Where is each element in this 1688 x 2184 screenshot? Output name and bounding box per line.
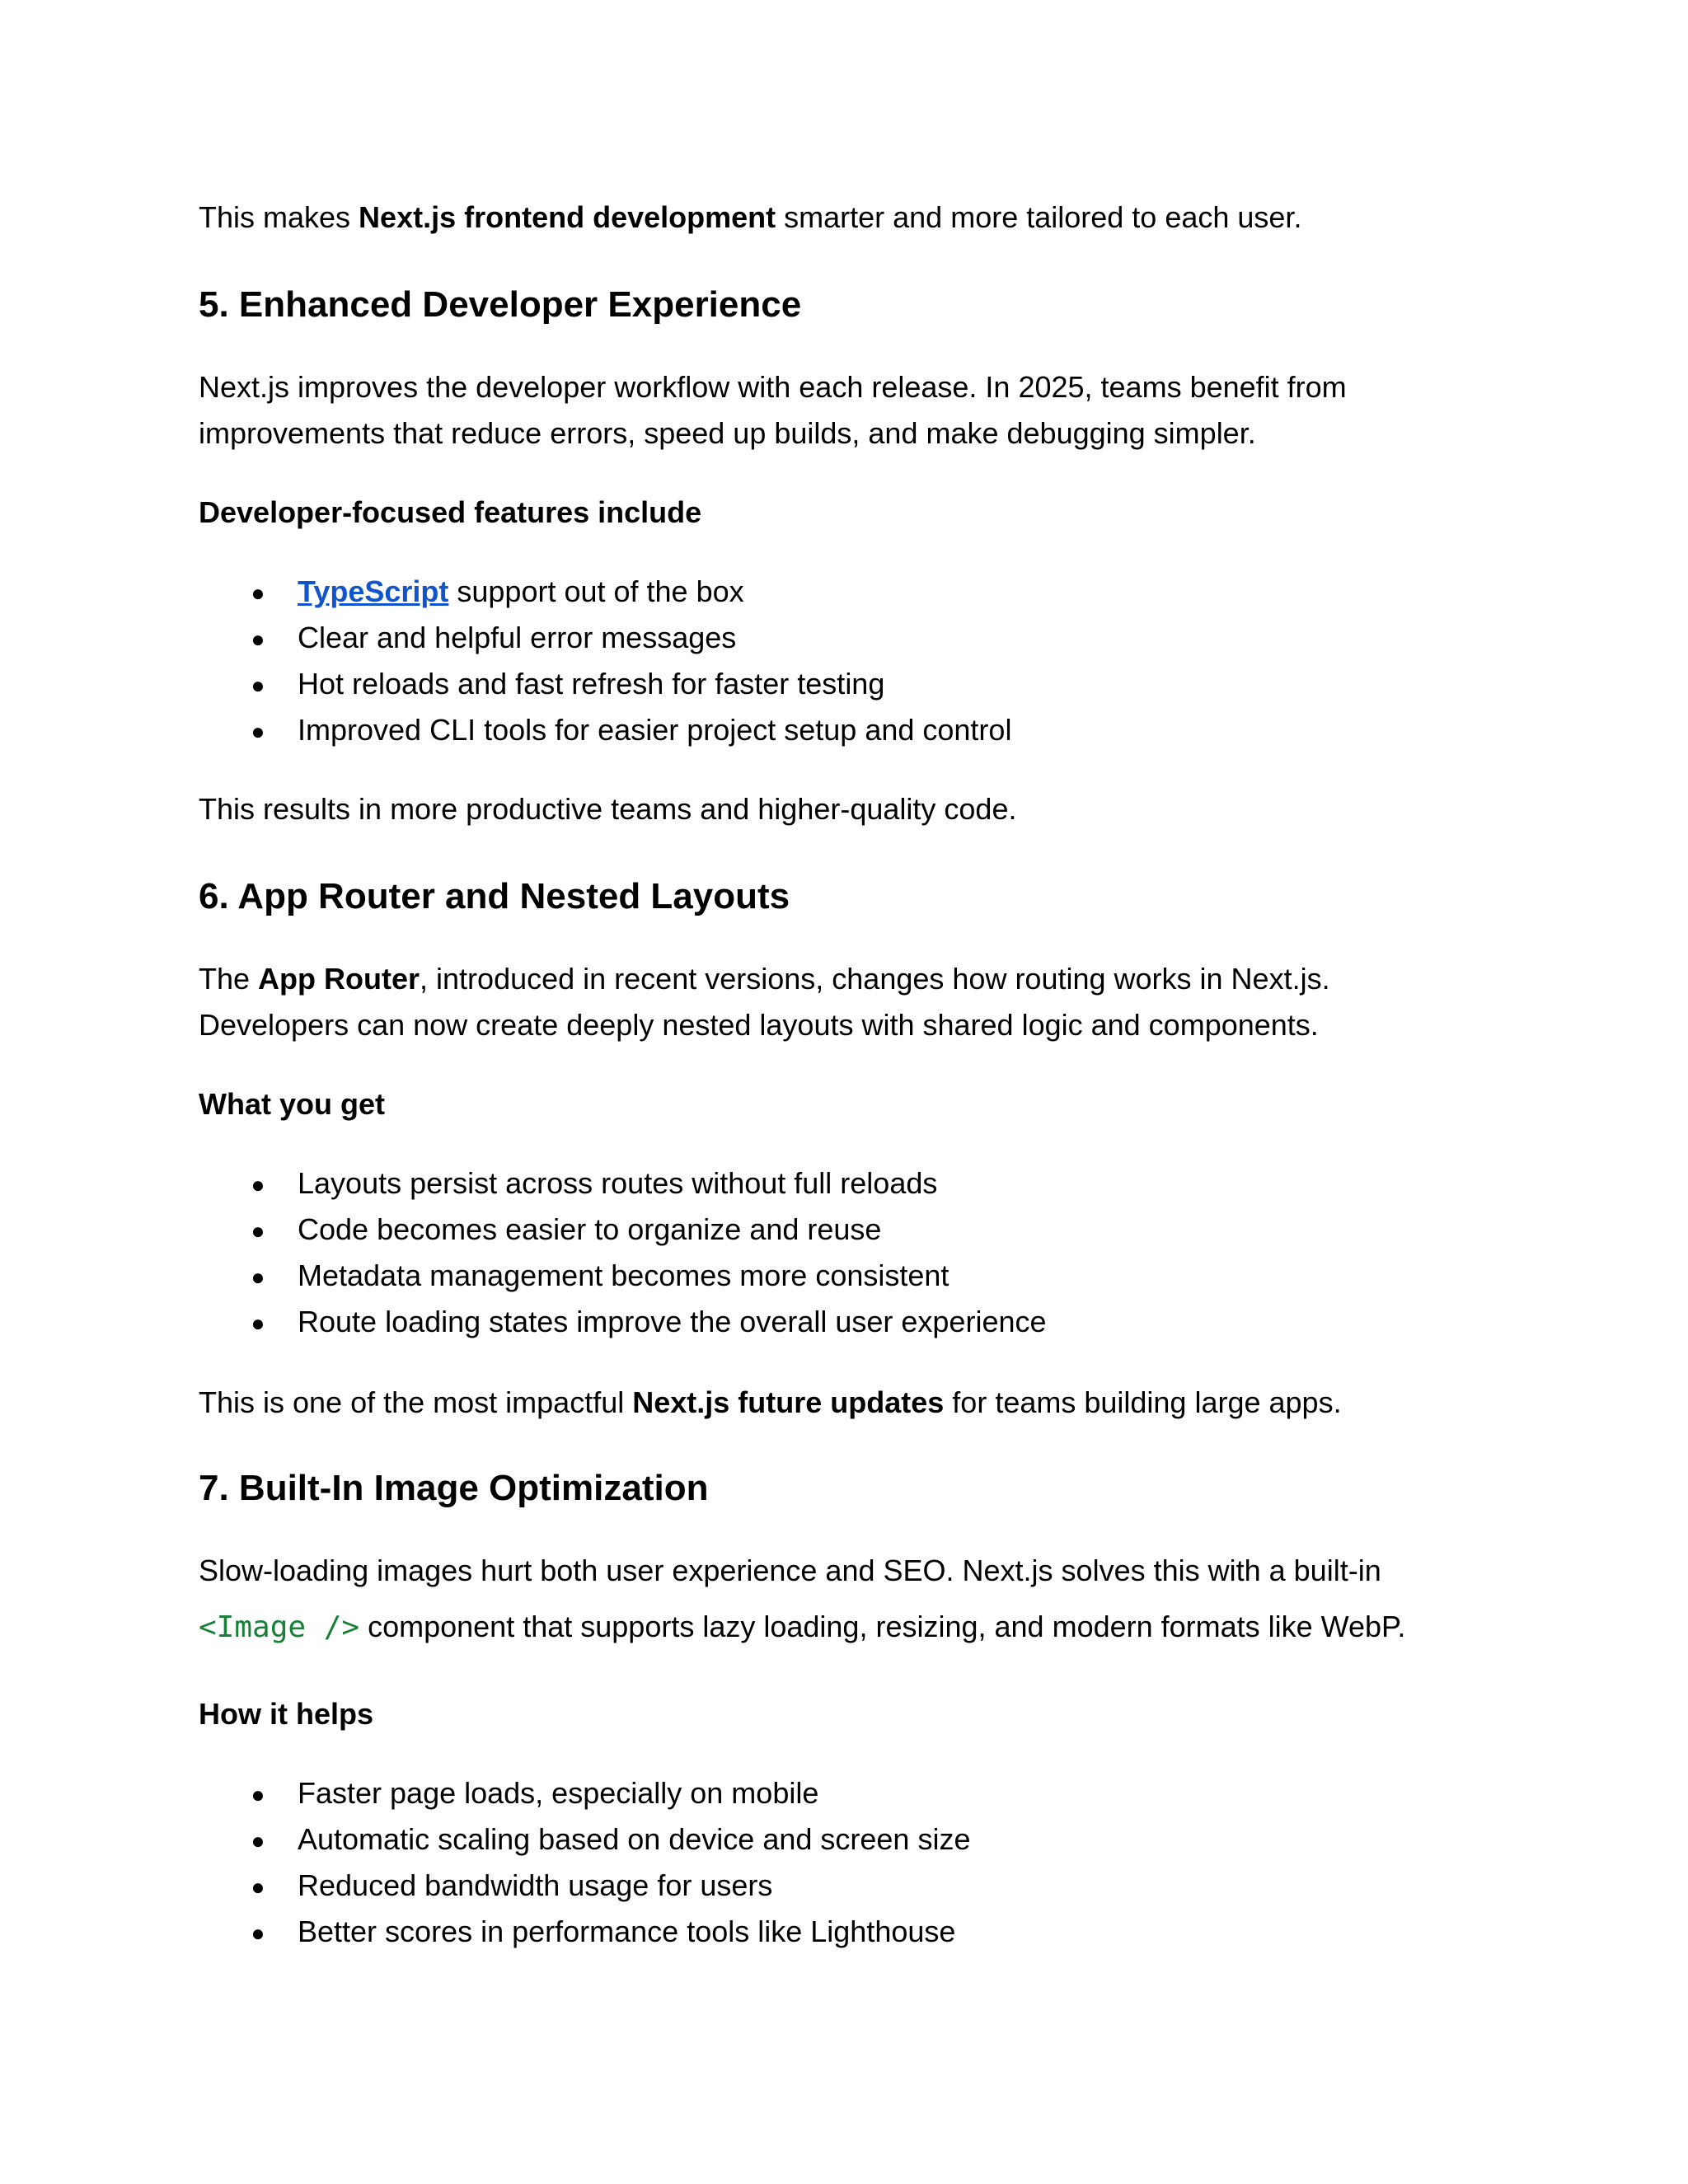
list-item: Better scores in performance tools like Lighthouse <box>298 1915 956 1948</box>
list-item: Code becomes easier to organize and reuse <box>298 1212 882 1246</box>
bullet-icon: ● <box>251 1264 265 1290</box>
section5-closing: This results in more productive teams and higher-quality code. <box>199 792 1017 826</box>
list-item: Clear and helpful error messages <box>298 621 737 654</box>
section5-paragraph-line1: Next.js improves the developer workflow with each release. In 2025, teams benefit from <box>199 370 1347 404</box>
list-item: Faster page loads, especially on mobile <box>298 1776 819 1810</box>
bullet-icon: ● <box>251 580 265 606</box>
section7-heading: 7. Built-In Image Optimization <box>199 1468 709 1508</box>
list-item: Metadata management becomes more consistent <box>298 1258 950 1292</box>
section7-paragraph-line2 <box>199 1604 1405 1651</box>
list-item <box>298 569 744 615</box>
list-item: Improved CLI tools for easier project setup and control <box>298 713 1012 747</box>
intro-bold-text: Next.js frontend development <box>359 200 776 234</box>
bullet-icon: ● <box>251 626 265 652</box>
closing-text-end: for teams building large apps. <box>944 1385 1342 1419</box>
section6-heading: 6. App Router and Nested Layouts <box>199 876 790 916</box>
bullet-icon: ● <box>251 719 265 744</box>
image-component-code: <Image /> <box>199 1610 360 1644</box>
bullet-icon: ● <box>251 1874 265 1900</box>
bullet-icon: ● <box>251 1218 265 1244</box>
section6-paragraph-line1 <box>199 956 1330 1002</box>
list-item: Reduced bandwidth usage for users <box>298 1868 773 1902</box>
section7-paragraph-line1: Slow-loading images hurt both user experience and SEO. Next.js solves this with a built-in <box>199 1554 1381 1587</box>
section7-subheading: How it helps <box>199 1697 374 1731</box>
typescript-link[interactable]: TypeScript <box>298 574 449 608</box>
list-item: Automatic scaling based on device and screen size <box>298 1822 971 1856</box>
paragraph-text: component that supports lazy loading, resizing, and modern formats like WebP. <box>359 1610 1406 1643</box>
paragraph-text: The <box>199 962 259 996</box>
section6-closing <box>199 1380 1342 1426</box>
closing-bold-text: Next.js future updates <box>632 1385 945 1419</box>
section5-paragraph-line2: improvements that reduce errors, speed up builds, and make debugging simpler. <box>199 416 1256 450</box>
section5-subheading: Developer-focused features include <box>199 495 702 529</box>
bullet-icon: ● <box>251 1172 265 1197</box>
bullet-icon: ● <box>251 1782 265 1807</box>
app-router-bold-text: App Router <box>258 962 420 996</box>
paragraph-text: , introduced in recent versions, changes how routing works in Next.js. <box>420 962 1330 996</box>
intro-text: This makes <box>199 200 359 234</box>
intro-text-end: smarter and more tailored to each user. <box>776 200 1302 234</box>
bullet-icon: ● <box>251 1828 265 1854</box>
section5-heading: 5. Enhanced Developer Experience <box>199 284 802 325</box>
section6-paragraph-line2: Developers can now create deeply nested layouts with shared logic and components. <box>199 1008 1319 1042</box>
list-item: Hot reloads and fast refresh for faster testing <box>298 667 885 701</box>
section6-subheading: What you get <box>199 1087 385 1121</box>
closing-text: This is one of the most impactful <box>199 1385 633 1419</box>
bullet-icon: ● <box>251 1310 265 1336</box>
list-item: Route loading states improve the overall user experience <box>298 1305 1047 1338</box>
list-item-text: support out of the box <box>448 574 744 608</box>
bullet-icon: ● <box>251 1920 265 1946</box>
bullet-icon: ● <box>251 673 265 698</box>
list-item: Layouts persist across routes without full reloads <box>298 1166 938 1200</box>
intro-paragraph <box>199 194 1301 241</box>
